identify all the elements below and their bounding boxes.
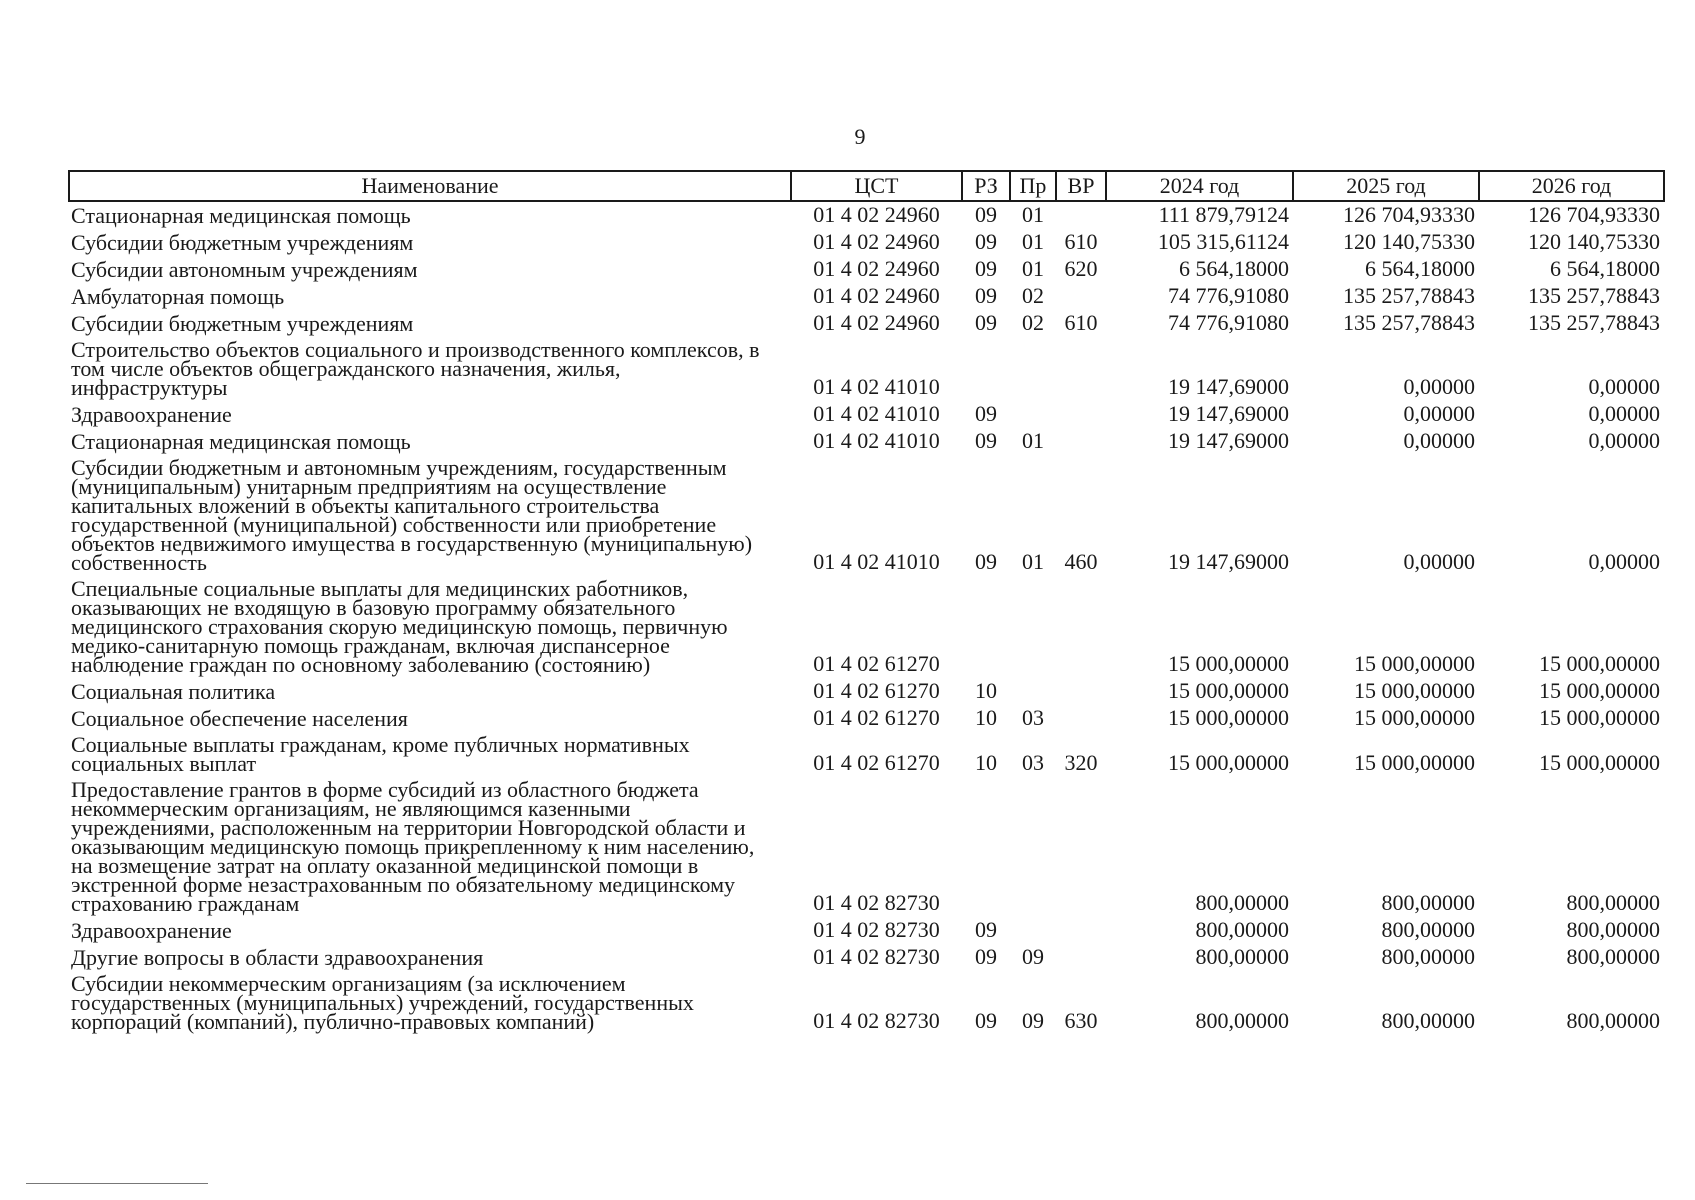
cell-2026: 800,00000 [1566, 890, 1660, 915]
cell-vr: 630 [1064, 1008, 1098, 1033]
table-row [69, 777, 1664, 917]
cell-cst: 01 4 02 24960 [813, 256, 940, 281]
cell-cst: 01 4 02 61270 [813, 705, 940, 730]
cell-pr: 02 [1022, 310, 1044, 335]
cell-2024: 800,00000 [1195, 944, 1289, 969]
cell-vr [1056, 678, 1106, 705]
table-row [69, 229, 1664, 256]
cell-name: Предоставление грантов в форме субсидий из областного бюджета некоммерческим организациям, не являющимся казенными учреждениями, расположенным на территории Новгородской области и оказывающим медицинскую помощь прикрепленному к ним населению, на возмещение затрат на оплату оказанной медицинской помощи в экстренной форме незастрахованным по обязательному медицинскому страхованию гражданам [71, 777, 755, 916]
cell-2026: 0,00000 [1588, 549, 1660, 574]
cell-2024: 74 776,91080 [1168, 310, 1289, 335]
cell-rz: 09 [975, 1008, 997, 1033]
cell-vr [1056, 401, 1106, 428]
cell-rz: 09 [975, 229, 997, 254]
cell-name: Стационарная медицинская помощь [71, 203, 411, 228]
cell-vr [1056, 576, 1106, 678]
cell-rz: 09 [975, 549, 997, 574]
cell-2025: 6 564,18000 [1365, 256, 1475, 281]
cell-2024: 19 147,69000 [1168, 549, 1289, 574]
cell-pr [1010, 337, 1056, 401]
cell-cst: 01 4 02 82730 [813, 917, 940, 942]
cell-cst: 01 4 02 24960 [813, 229, 940, 254]
cell-name: Субсидии некоммерческим организациям (за исключением государственных (муниципальных) учреждений, государственных корпораций (компаний), публично-правовых компаний) [71, 971, 694, 1034]
cell-2024: 15 000,00000 [1168, 705, 1289, 730]
cell-cst: 01 4 02 24960 [813, 202, 940, 227]
cell-pr: 01 [1022, 229, 1044, 254]
table-row [69, 971, 1664, 1035]
table-row [69, 256, 1664, 283]
cell-2025: 0,00000 [1403, 549, 1475, 574]
cell-cst: 01 4 02 41010 [813, 428, 940, 453]
cell-2024: 6 564,18000 [1179, 256, 1289, 281]
cell-2026: 15 000,00000 [1539, 651, 1660, 676]
cell-pr: 09 [1022, 1008, 1044, 1033]
cell-name: Стационарная медицинская помощь [71, 429, 411, 454]
cell-vr [1056, 705, 1106, 732]
cell-2024: 15 000,00000 [1168, 750, 1289, 775]
cell-2025: 0,00000 [1403, 401, 1475, 426]
cell-2026: 15 000,00000 [1539, 750, 1660, 775]
cell-cst: 01 4 02 61270 [813, 750, 940, 775]
cell-name: Субсидии бюджетным и автономным учреждениям, государственным (муниципальным) унитарным предприятиям на осуществление капитальных вложений в объекты капитального строительства государственной (муниципальной) собственности или приобретение объектов недвижимого имущества в государственную (муниципальную) собственность [71, 455, 753, 575]
cell-rz: 10 [975, 705, 997, 730]
cell-rz: 10 [975, 678, 997, 703]
cell-vr [1056, 777, 1106, 917]
cell-2025: 135 257,78843 [1343, 310, 1475, 335]
cell-2025: 0,00000 [1403, 428, 1475, 453]
cell-2025: 800,00000 [1381, 917, 1475, 942]
table-row [69, 201, 1664, 229]
table-row [69, 705, 1664, 732]
cell-2026: 800,00000 [1566, 917, 1660, 942]
footer-divider [26, 1183, 208, 1184]
cell-vr [1056, 337, 1106, 401]
header-name: Наименование [69, 171, 791, 201]
page-number: 9 [854, 124, 866, 149]
table-row [69, 283, 1664, 310]
cell-vr [1056, 917, 1106, 944]
table-header [69, 171, 1664, 201]
cell-rz [962, 576, 1010, 678]
cell-2024: 19 147,69000 [1168, 374, 1289, 399]
cell-name: Строительство объектов социального и производственного комплексов, в том числе объектов общегражданского назначения, жилья, инфраструктуры [71, 337, 760, 400]
cell-vr [1056, 201, 1106, 229]
cell-name: Здравоохранение [71, 402, 232, 427]
cell-rz: 09 [975, 944, 997, 969]
cell-2025: 135 257,78843 [1343, 283, 1475, 308]
cell-2025: 120 140,75330 [1343, 229, 1475, 254]
cell-rz: 09 [975, 917, 997, 942]
cell-vr: 620 [1064, 256, 1098, 281]
cell-2026: 135 257,78843 [1528, 310, 1660, 335]
cell-2024: 19 147,69000 [1168, 428, 1289, 453]
cell-rz: 09 [975, 283, 997, 308]
cell-cst: 01 4 02 82730 [813, 944, 940, 969]
cell-name: Социальное обеспечение населения [71, 706, 408, 731]
cell-name: Специальные социальные выплаты для медицинских работников, оказывающих не входящую в базовую программу обязательного медицинского страхования скорую медицинскую помощь, первичную медико-санитарную помощь гражданам, включая диспансерное наблюдение граждан по основному заболеванию (состоянию) [71, 576, 728, 677]
cell-2025: 0,00000 [1403, 374, 1475, 399]
cell-2025: 15 000,00000 [1354, 651, 1475, 676]
header-cst: ЦСТ [791, 171, 962, 201]
cell-vr [1056, 944, 1106, 971]
cell-2025: 800,00000 [1381, 890, 1475, 915]
cell-pr [1010, 576, 1056, 678]
cell-2025: 15 000,00000 [1354, 678, 1475, 703]
cell-rz: 09 [975, 310, 997, 335]
cell-rz: 09 [975, 401, 997, 426]
cell-2024: 15 000,00000 [1168, 678, 1289, 703]
table-row [69, 428, 1664, 455]
header-2025: 2025 год [1293, 171, 1479, 201]
budget-table [68, 170, 1665, 1035]
cell-cst: 01 4 02 41010 [813, 549, 940, 574]
cell-2026: 126 704,93330 [1528, 202, 1660, 227]
cell-cst: 01 4 02 61270 [813, 678, 940, 703]
table-row [69, 732, 1664, 777]
cell-rz: 10 [975, 750, 997, 775]
table-row [69, 917, 1664, 944]
cell-2025: 800,00000 [1381, 1008, 1475, 1033]
cell-2025: 15 000,00000 [1354, 750, 1475, 775]
cell-2024: 800,00000 [1195, 890, 1289, 915]
cell-2026: 135 257,78843 [1528, 283, 1660, 308]
table-row [69, 401, 1664, 428]
cell-2024: 800,00000 [1195, 1008, 1289, 1033]
cell-2026: 0,00000 [1588, 401, 1660, 426]
cell-name: Субсидии автономным учреждениям [71, 257, 418, 282]
cell-vr: 610 [1064, 310, 1098, 335]
cell-vr [1056, 283, 1106, 310]
header-rz: РЗ [962, 171, 1010, 201]
cell-name: Другие вопросы в области здравоохранения [71, 945, 484, 970]
cell-cst: 01 4 02 82730 [813, 1008, 940, 1033]
cell-2026: 15 000,00000 [1539, 678, 1660, 703]
cell-pr [1010, 401, 1056, 428]
cell-2026: 15 000,00000 [1539, 705, 1660, 730]
cell-pr: 01 [1022, 202, 1044, 227]
cell-2026: 800,00000 [1566, 944, 1660, 969]
cell-pr: 02 [1022, 283, 1044, 308]
cell-2024: 15 000,00000 [1168, 651, 1289, 676]
cell-vr: 460 [1064, 549, 1098, 574]
cell-2026: 6 564,18000 [1550, 256, 1660, 281]
cell-name: Амбулаторная помощь [71, 284, 285, 309]
cell-pr: 03 [1022, 705, 1044, 730]
cell-cst: 01 4 02 41010 [813, 401, 940, 426]
cell-rz: 09 [975, 202, 997, 227]
cell-pr: 01 [1022, 256, 1044, 281]
table-row [69, 455, 1664, 576]
cell-pr [1010, 678, 1056, 705]
cell-2024: 111 879,79124 [1158, 202, 1289, 227]
table-row [69, 944, 1664, 971]
cell-cst: 01 4 02 61270 [813, 651, 940, 676]
table-row [69, 678, 1664, 705]
cell-cst: 01 4 02 24960 [813, 283, 940, 308]
cell-name: Субсидии бюджетным учреждениям [71, 311, 414, 336]
table-row [69, 576, 1664, 678]
header-pr: Пр [1010, 171, 1056, 201]
cell-name: Субсидии бюджетным учреждениям [71, 230, 414, 255]
cell-pr: 03 [1022, 750, 1044, 775]
cell-rz: 09 [975, 256, 997, 281]
cell-pr [1010, 917, 1056, 944]
header-2024: 2024 год [1106, 171, 1293, 201]
cell-cst: 01 4 02 41010 [813, 374, 940, 399]
cell-name: Социальные выплаты гражданам, кроме публичных нормативных социальных выплат [71, 732, 690, 776]
cell-2024: 105 315,61124 [1157, 229, 1289, 254]
cell-2024: 19 147,69000 [1168, 401, 1289, 426]
cell-rz: 09 [975, 428, 997, 453]
table-row [69, 310, 1664, 337]
cell-rz [962, 777, 1010, 917]
cell-pr: 09 [1022, 944, 1044, 969]
table-body [69, 201, 1664, 1035]
cell-cst: 01 4 02 82730 [813, 890, 940, 915]
cell-vr [1056, 428, 1106, 455]
cell-2024: 74 776,91080 [1168, 283, 1289, 308]
cell-vr: 320 [1064, 750, 1098, 775]
cell-2026: 800,00000 [1566, 1008, 1660, 1033]
header-row [69, 171, 1664, 201]
cell-2024: 800,00000 [1195, 917, 1289, 942]
cell-pr [1010, 777, 1056, 917]
cell-2026: 0,00000 [1588, 428, 1660, 453]
cell-pr: 01 [1022, 428, 1044, 453]
cell-cst: 01 4 02 24960 [813, 310, 940, 335]
cell-vr: 610 [1064, 229, 1098, 254]
cell-2026: 0,00000 [1588, 374, 1660, 399]
header-vr: ВР [1056, 171, 1106, 201]
cell-pr: 01 [1022, 549, 1044, 574]
cell-rz [962, 337, 1010, 401]
cell-name: Здравоохранение [71, 918, 232, 943]
table-row [69, 337, 1664, 401]
cell-2025: 15 000,00000 [1354, 705, 1475, 730]
cell-2026: 120 140,75330 [1528, 229, 1660, 254]
header-2026: 2026 год [1479, 171, 1664, 201]
cell-name: Социальная политика [71, 679, 276, 704]
cell-2025: 126 704,93330 [1343, 202, 1475, 227]
cell-2025: 800,00000 [1381, 944, 1475, 969]
